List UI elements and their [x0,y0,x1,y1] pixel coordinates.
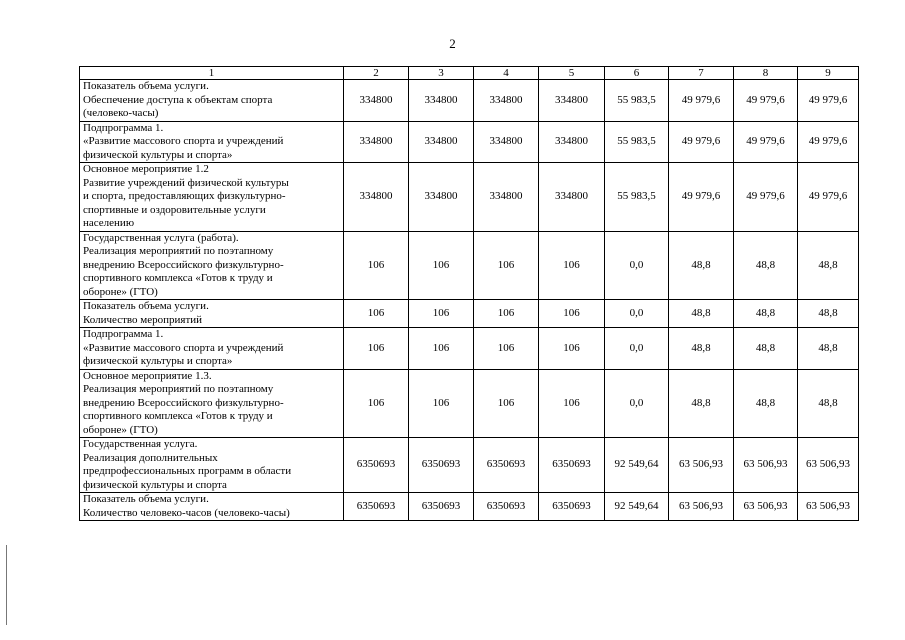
row-label-line: обороне» (ГТО) [83,423,158,436]
value-cell: 48,8 [734,300,798,328]
value-cell: 334800 [474,163,539,232]
row-label-line: предпрофессиональных программ в области [83,465,292,477]
header-cell: 5 [539,67,605,80]
value-cell: 6350693 [539,438,605,493]
value-cell: 49 979,6 [798,163,859,232]
value-cell: 63 506,93 [798,493,859,521]
value-cell: 6350693 [539,493,605,521]
value-cell: 6350693 [474,438,539,493]
row-label-line: спортивного комплекса «Готов к труду и [83,410,273,422]
value-cell: 63 506,93 [669,438,734,493]
value-cell: 49 979,6 [798,121,859,163]
value-cell: 106 [539,328,605,370]
header-cell: 2 [344,67,409,80]
value-cell: 0,0 [605,328,669,370]
value-cell: 6350693 [409,493,474,521]
row-label-line: Государственная услуга. [83,438,198,450]
data-table [79,66,859,521]
value-cell: 106 [409,231,474,300]
row-label-line: Реализация дополнительных [83,451,218,464]
row-label-line: Количество человеко-часов (человеко-часы) [83,506,290,519]
row-label-line: физической культуры и спорта» [83,148,233,161]
table-body [80,67,859,521]
value-cell: 0,0 [605,369,669,438]
value-cell: 6350693 [344,438,409,493]
row-label-line: внедрению Всероссийского физкультурно- [83,396,284,409]
value-cell: 63 506,93 [798,438,859,493]
row-label-line: Количество мероприятий [83,313,203,326]
value-cell: 49 979,6 [734,80,798,122]
row-label-line: физической культуры и спорта [83,478,227,491]
table-row [80,328,859,370]
value-cell: 106 [539,300,605,328]
value-cell: 48,8 [669,369,734,438]
row-label [80,121,344,163]
value-cell: 334800 [409,121,474,163]
value-cell: 48,8 [798,328,859,370]
value-cell: 334800 [344,163,409,232]
value-cell: 334800 [409,80,474,122]
value-cell: 63 506,93 [734,438,798,493]
value-cell: 106 [409,300,474,328]
value-cell: 106 [539,369,605,438]
header-cell: 1 [80,67,344,80]
row-label-line: Подпрограмма 1. [83,121,164,134]
row-label-line: Реализация мероприятий по поэтапному [83,245,274,257]
row-label-line: населению [83,217,135,229]
value-cell: 48,8 [669,300,734,328]
value-cell: 48,8 [669,328,734,370]
table-row [80,163,859,232]
page-number: 2 [449,36,456,51]
margin-line [6,545,7,625]
row-label [80,163,344,232]
row-label-line: физической культуры и спорта» [83,355,233,367]
header-cell: 4 [474,67,539,80]
value-cell: 48,8 [798,231,859,300]
value-cell: 106 [344,300,409,328]
row-label-line: Подпрограмма 1. [83,328,164,340]
row-label-line: Основное мероприятие 1.3. [83,369,212,382]
table-row [80,438,859,493]
header-cell: 3 [409,67,474,80]
value-cell: 49 979,6 [734,121,798,163]
value-cell: 55 983,5 [605,80,669,122]
value-cell: 106 [474,328,539,370]
header-cell: 6 [605,67,669,80]
value-cell: 334800 [539,121,605,163]
value-cell: 48,8 [734,231,798,300]
table-row [80,80,859,122]
value-cell: 49 979,6 [669,80,734,122]
value-cell: 63 506,93 [669,493,734,521]
value-cell: 48,8 [734,369,798,438]
value-cell: 106 [474,369,539,438]
row-label-line: и спорта, предоставляющих физкультурно- [83,190,286,202]
row-label [80,80,344,122]
value-cell: 334800 [539,80,605,122]
value-cell: 106 [539,231,605,300]
value-cell: 49 979,6 [734,163,798,232]
table-row [80,231,859,300]
value-cell: 55 983,5 [605,121,669,163]
table-row [80,121,859,163]
value-cell: 106 [474,300,539,328]
value-cell: 106 [409,369,474,438]
value-cell: 63 506,93 [734,493,798,521]
value-cell: 55 983,5 [605,163,669,232]
value-cell: 49 979,6 [798,80,859,122]
header-cell: 9 [798,67,859,80]
row-label-line: (человеко-часы) [83,107,159,119]
value-cell: 334800 [409,163,474,232]
row-label-line: Основное мероприятие 1.2 [83,163,209,175]
value-cell: 6350693 [474,493,539,521]
table-row [80,493,859,521]
row-label-line: Развитие учреждений физической культуры [83,176,289,189]
value-cell: 48,8 [798,369,859,438]
row-label-line: «Развитие массового спорта и учреждений [83,135,284,147]
row-label-line: Реализация мероприятий по поэтапному [83,383,274,395]
value-cell: 6350693 [344,493,409,521]
row-label-line: Показатель объема услуги. [83,80,209,92]
value-cell: 0,0 [605,231,669,300]
value-cell: 48,8 [798,300,859,328]
value-cell: 106 [344,231,409,300]
value-cell: 0,0 [605,300,669,328]
row-label-line: спортивного комплекса «Готов к труду и [83,272,273,284]
value-cell: 106 [474,231,539,300]
row-label-line: Показатель объема услуги. [83,300,209,312]
value-cell: 6350693 [409,438,474,493]
value-cell: 48,8 [669,231,734,300]
row-label-line: Обеспечение доступа к объектам спорта [83,93,273,106]
value-cell: 92 549,64 [605,438,669,493]
value-cell: 92 549,64 [605,493,669,521]
value-cell: 48,8 [734,328,798,370]
row-label [80,438,344,493]
value-cell: 334800 [539,163,605,232]
row-label [80,300,344,328]
header-cell: 7 [669,67,734,80]
row-label-line: внедрению Всероссийского физкультурно- [83,258,284,271]
value-cell: 334800 [344,121,409,163]
row-label [80,328,344,370]
row-label-line: спортивные и оздоровительные услуги [83,203,266,216]
table-row [80,300,859,328]
value-cell: 106 [344,328,409,370]
value-cell: 334800 [344,80,409,122]
table-row [80,369,859,438]
value-cell: 334800 [474,121,539,163]
row-label-line: «Развитие массового спорта и учреждений [83,341,284,354]
value-cell: 106 [344,369,409,438]
value-cell: 49 979,6 [669,163,734,232]
row-label [80,369,344,438]
row-label-line: Государственная услуга (работа). [83,231,239,244]
header-row [80,67,859,80]
value-cell: 49 979,6 [669,121,734,163]
value-cell: 106 [409,328,474,370]
row-label-line: обороне» (ГТО) [83,285,158,298]
row-label [80,493,344,521]
row-label-line: Показатель объема услуги. [83,493,209,505]
header-cell: 8 [734,67,798,80]
value-cell: 334800 [474,80,539,122]
row-label [80,231,344,300]
